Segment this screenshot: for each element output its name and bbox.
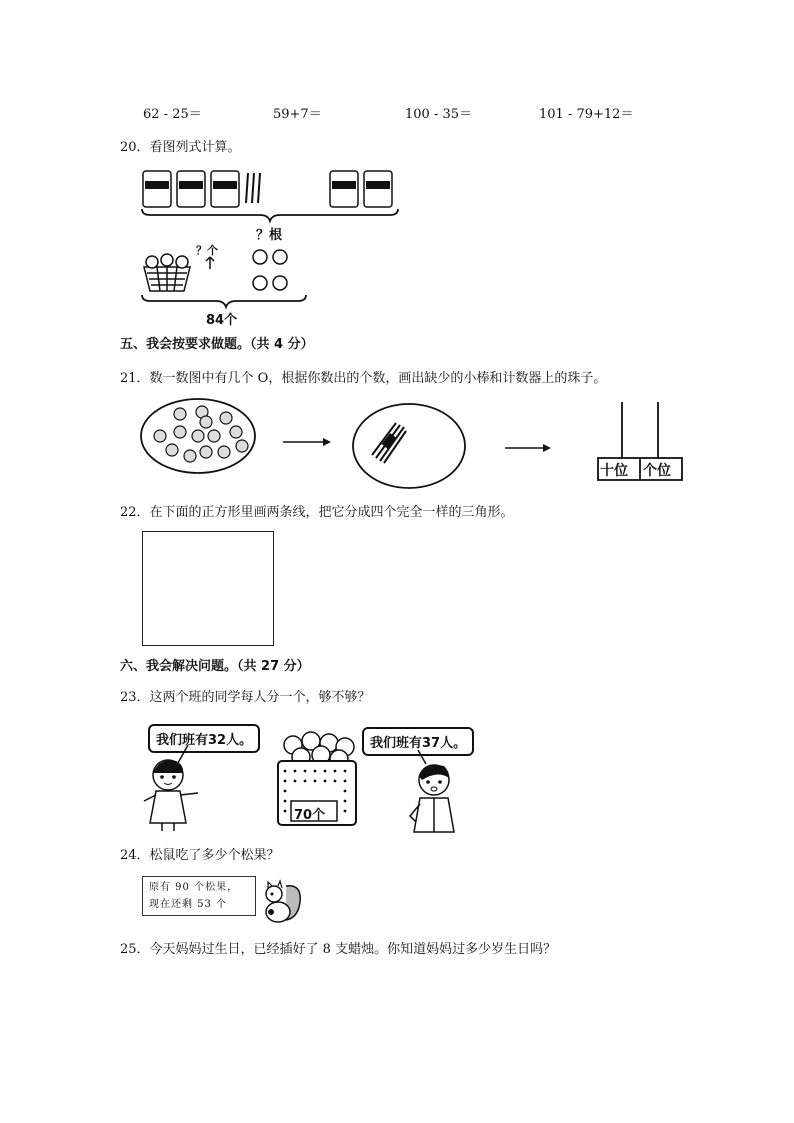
equation-3: 100 - 35＝: [405, 107, 473, 122]
q24-title: 24．松鼠吃了多少个松果？: [120, 848, 280, 863]
equation-4: 101 - 79+12＝: [539, 107, 634, 122]
q23-title: 23．这两个班的同学每人分一个，够不够？: [120, 690, 371, 705]
arrow-right-icon-2: [505, 443, 555, 453]
peaches-total-label: 84个: [206, 313, 238, 328]
sticks-total-label: ？根: [256, 228, 283, 243]
q21-title: 21．数一数图中有几个 O，根据你数出的个数，画出缺少的小棒和计数器上的珠子。: [120, 371, 607, 386]
boy-illustration: [400, 750, 470, 835]
note-box: [142, 876, 256, 916]
speech-bubble-right: 我们班有37人。: [362, 727, 474, 756]
section-6-heading: 六、我会解决问题。（共 27 分）: [120, 659, 310, 674]
arrow-right-icon: [283, 437, 333, 447]
girl-illustration: [140, 745, 210, 835]
q22-title: 22．在下面的正方形里画两条线，把它分成四个完全一样的三角形。: [120, 505, 514, 520]
note-line-2: 现在还剩 53 个: [149, 899, 228, 910]
q20-title: 20．看图列式计算。: [120, 140, 241, 155]
equation-2: 59+7＝: [273, 107, 322, 122]
stick-bundle-oval-illustration: [352, 403, 472, 493]
squirrel-illustration: [258, 880, 303, 925]
section-5-heading: 五、我会按要求做题。（共 4 分）: [120, 337, 314, 352]
basket-count-label: 70个: [294, 808, 326, 823]
peach-basket-illustration: [140, 245, 340, 315]
square-drawing-area[interactable]: [142, 531, 274, 646]
equation-1: 62 - 25＝: [143, 107, 202, 122]
q25-title: 25．今天妈妈过生日，已经插好了 8 支蜡烛。你知道妈妈过多少岁生日吗？: [120, 942, 557, 957]
circles-oval-illustration: [140, 398, 270, 478]
note-line-1: 原有 90 个松果，: [149, 882, 239, 893]
counter-ones-label: 个位: [643, 463, 671, 479]
stick-bundles-illustration: [140, 163, 440, 223]
counter-tens-label: 十位: [600, 463, 628, 479]
basket-question-label: ？个: [196, 244, 218, 257]
speech-bubble-left: 我们班有32人。: [148, 724, 260, 753]
